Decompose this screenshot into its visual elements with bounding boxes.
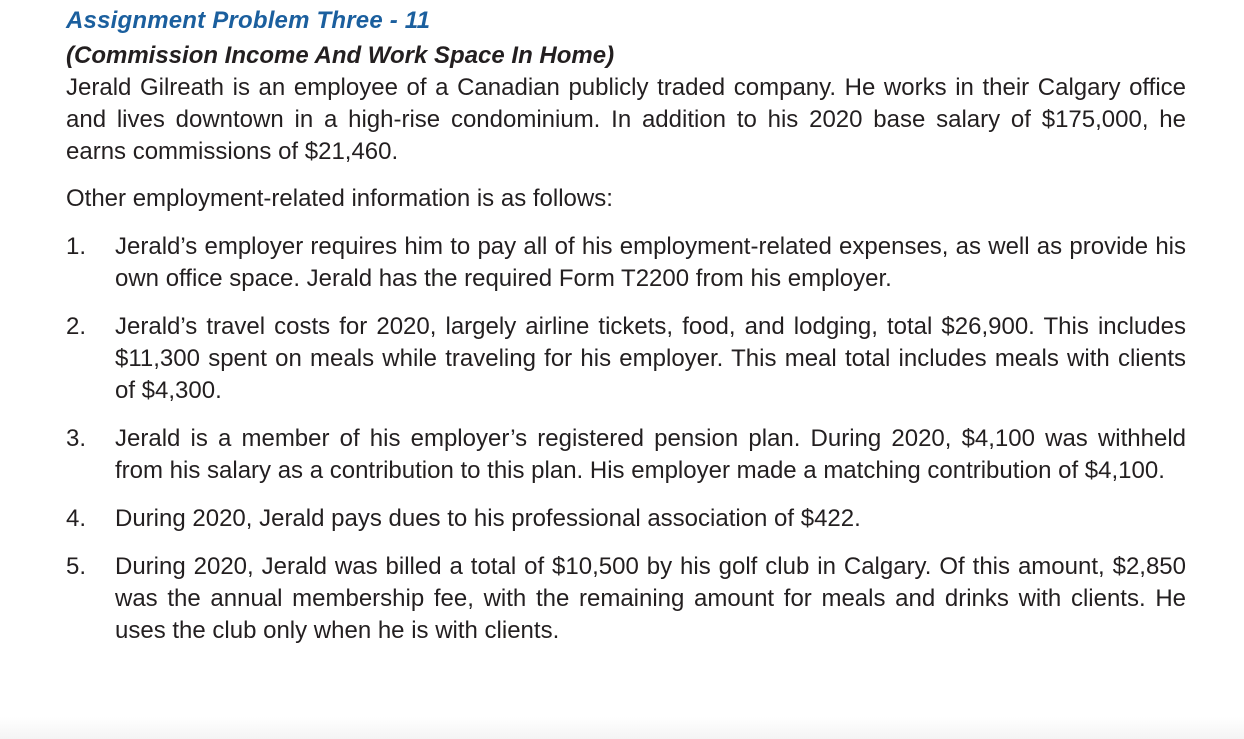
intro-paragraph: Jerald Gilreath is an employee of a Canadian publicly traded company. He works in their Calgary office and lives downtown in a high-rise condominium. In addition to his 2020 base salary of $175,000, he earns commissions of $21,460. bbox=[66, 74, 1186, 165]
list-item bbox=[66, 551, 1186, 647]
list-item bbox=[66, 311, 1186, 407]
assignment-page bbox=[66, 6, 1186, 663]
information-list bbox=[66, 231, 1186, 647]
list-item-number: 5. bbox=[66, 553, 87, 580]
list-item-number: 2. bbox=[66, 313, 87, 340]
lead-paragraph: Other employment-related information is as follows: bbox=[66, 185, 613, 212]
page-bottom-shade bbox=[0, 717, 1244, 739]
list-item-text: Jerald is a member of his employer’s registered pension plan. During 2020, $4,100 was withheld from his salary as a contribution to this plan. His employer made a matching contribution of $4,100. bbox=[115, 425, 1186, 484]
list-item bbox=[66, 423, 1186, 487]
list-item-number: 4. bbox=[66, 505, 87, 532]
list-item-number: 3. bbox=[66, 425, 87, 452]
list-item-text: During 2020, Jerald was billed a total of $10,500 by his golf club in Calgary. Of this amount, $2,850 was the annual membership fee, with the remaining amount for meals and drinks with clients. He uses the club only when he is with clients. bbox=[115, 553, 1186, 644]
list-item bbox=[66, 231, 1186, 295]
list-item bbox=[66, 503, 1186, 535]
assignment-subtitle: (Commission Income And Work Space In Home) bbox=[66, 42, 615, 69]
list-item-text: Jerald’s travel costs for 2020, largely airline tickets, food, and lodging, total $26,900. This includes $11,300 spent on meals while traveling for his employer. This meal total includes meals with clients of $4,300. bbox=[115, 313, 1186, 404]
list-item-text: Jerald’s employer requires him to pay all of his employment-related expenses, as well as provide his own office space. Jerald has the required Form T2200 from his employer. bbox=[115, 233, 1186, 292]
list-item-number: 1. bbox=[66, 233, 87, 260]
assignment-title: Assignment Problem Three - 11 bbox=[66, 7, 431, 34]
list-item-text: During 2020, Jerald pays dues to his professional association of $422. bbox=[115, 505, 861, 532]
